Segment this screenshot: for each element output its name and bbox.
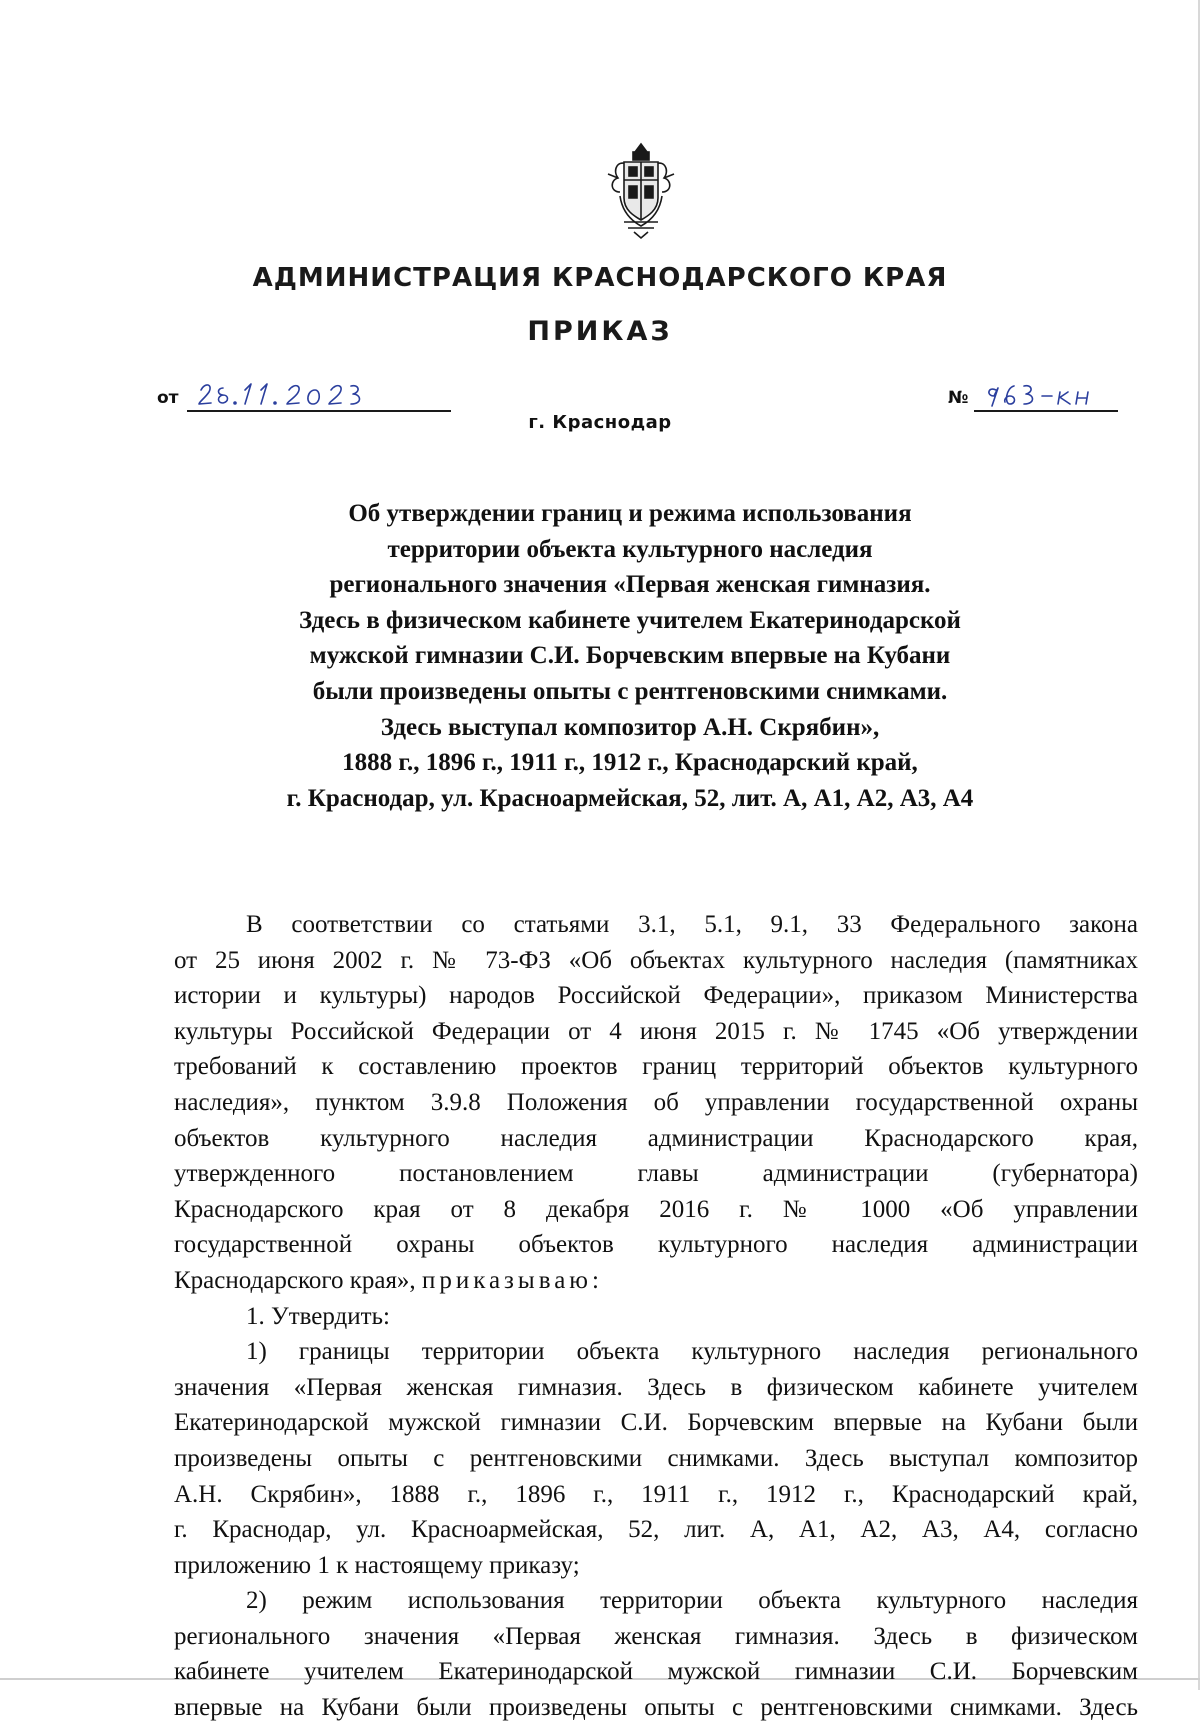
title-line: 1888 г., 1896 г., 1911 г., 1912 г., Краснодарский край, — [342, 749, 918, 777]
document-body — [174, 907, 1138, 1726]
body-line: регионального значения «Первая женская гимназия. Здесь в физическом — [174, 1622, 1138, 1650]
body-line: объектов культурного наследия администрации Краснодарского края, — [174, 1124, 1138, 1152]
body-line: произведены опыты с рентгеновскими снимками. Здесь выступал композитор — [174, 1444, 1138, 1472]
title-line: Об утверждении границ и режима использования — [348, 500, 912, 527]
body-line: требований к составлению проектов границ территорий объектов культурного — [174, 1053, 1138, 1081]
body-line: г. Краснодар, ул. Красноармейская, 52, лит. А, А1, А2, А3, А4, согласно — [174, 1516, 1138, 1544]
title-line: Здесь в физическом кабинете учителем Екатеринодарской — [299, 606, 961, 634]
body-line: 1) границы территории объекта культурного наследия регионального — [246, 1338, 1138, 1366]
body-line-order-clause — [174, 1263, 1138, 1299]
clause-text: Краснодарского края», — [174, 1266, 416, 1294]
title-line: Здесь выступал композитор А.Н. Скрябин», — [380, 713, 880, 741]
title-line: были произведены опыты с рентгеновскими снимками. — [312, 677, 948, 705]
title-line: г. Краснодар, ул. Красноармейская, 52, лит. А, А1, А2, А3, А4 — [286, 784, 974, 812]
coat-of-arms-icon — [604, 140, 678, 240]
body-line: А.Н. Скрябин», 1888 г., 1896 г., 1911 г., 1912 г., Краснодарский край, — [174, 1480, 1138, 1508]
body-line: наследия», пунктом 3.9.8 Положения об управлении государственной охраны — [174, 1088, 1138, 1116]
body-line: истории и культуры) народов Российской Федерации», приказом Министерства — [174, 982, 1138, 1010]
document-title — [230, 496, 1030, 816]
body-line: культуры Российской Федерации от 4 июня 2015 г. № 1745 «Об утверждении — [174, 1017, 1138, 1045]
body-line: кабинете учителем Екатеринодарской мужской гимназии С.И. Борчевским — [174, 1658, 1138, 1686]
body-line: 1. Утвердить: — [246, 1302, 390, 1330]
body-line: Екатеринодарской мужской гимназии С.И. Борчевским впервые на Кубани были — [174, 1409, 1138, 1437]
body-line: приложению 1 к настоящему приказу; — [174, 1551, 580, 1579]
handwritten-date — [195, 378, 415, 412]
from-label: от — [157, 388, 179, 408]
body-line: от 25 июня 2002 г. № 73-ФЗ «Об объектах культурного наследия (памятниках — [174, 946, 1138, 974]
number-label: № — [948, 388, 969, 408]
body-line: впервые на Кубани были произведены опыты с рентгеновскими снимками. Здесь — [174, 1694, 1138, 1722]
handwritten-number — [980, 378, 1104, 412]
clause-spaced-word: приказываю — [421, 1266, 592, 1294]
body-line: Краснодарского края от 8 декабря 2016 г. № 1000 «Об управлении — [174, 1195, 1138, 1223]
city-label: г. Краснодар — [528, 412, 672, 433]
clause-colon: : — [591, 1266, 599, 1294]
organization-heading: АДМИНИСТРАЦИЯ КРАСНОДАРСКОГО КРАЯ — [252, 263, 948, 293]
title-line: регионального значения «Первая женская гимназия. — [329, 571, 931, 599]
body-line: В соответствии со статьями 3.1, 5.1, 9.1, 33 Федерального закона — [246, 911, 1138, 938]
body-line: государственной охраны объектов культурного наследия администрации — [174, 1231, 1138, 1259]
title-line: территории объекта культурного наследия — [387, 535, 873, 563]
body-line: значения «Первая женская гимназия. Здесь в физическом кабинете учителем — [174, 1373, 1138, 1401]
body-line: утвержденного постановлением главы администрации (губернатора) — [174, 1160, 1138, 1188]
body-line: 2) режим использования территории объекта культурного наследия — [246, 1587, 1138, 1615]
title-line: мужской гимназии С.И. Борчевским впервые на Кубани — [309, 642, 951, 670]
document-type-heading: ПРИКАЗ — [527, 316, 673, 347]
